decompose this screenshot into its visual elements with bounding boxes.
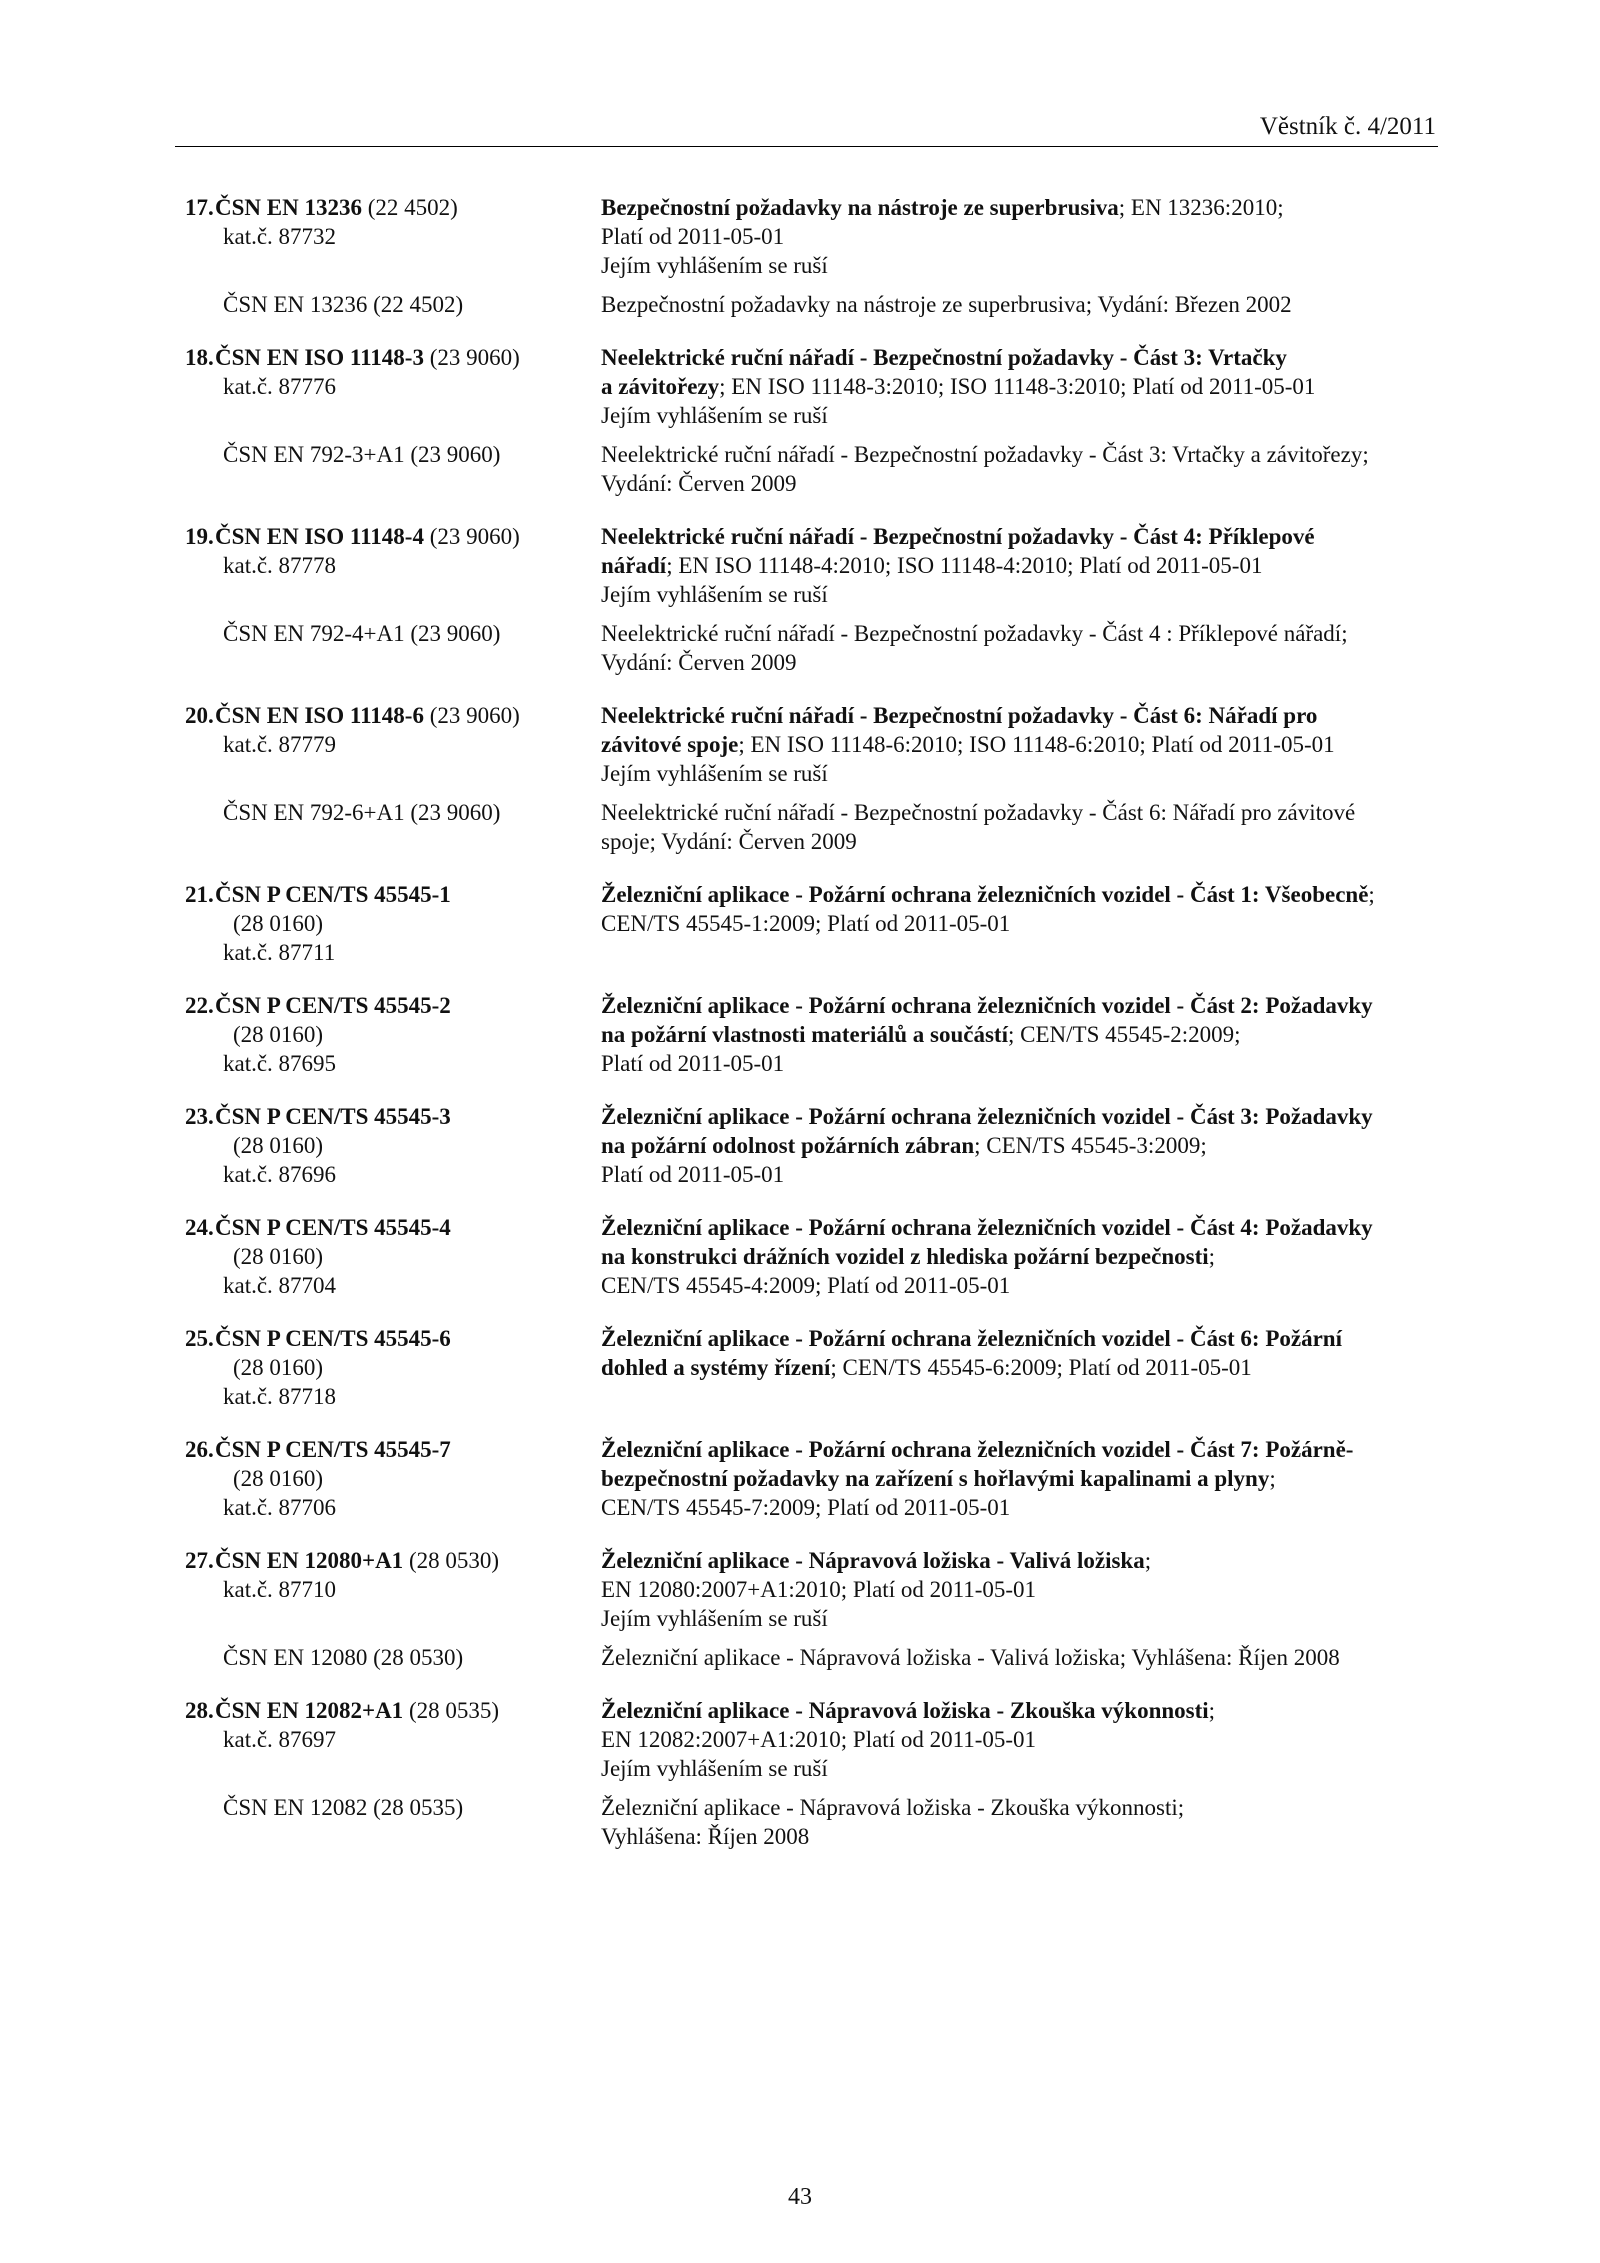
replaced-standard-code — [185, 798, 593, 856]
classification-code: (28 0535) — [403, 1698, 500, 1723]
standard-description — [593, 1546, 1441, 1633]
title-bold: Bezpečnostní požadavky na nástroje ze superbrusiva — [601, 195, 1119, 220]
designation-line — [185, 1696, 593, 1725]
standard-entry — [185, 1213, 1455, 1300]
title-bold: Železniční aplikace - Požární ochrana železničních vozidel - Část 3: Požadavky — [601, 1104, 1373, 1129]
replaced-detail-line: spoje; Vydání: Červen 2009 — [601, 829, 857, 854]
entry-main-row — [185, 1324, 1455, 1411]
standard-code: ČSN EN 12082+A1 — [215, 1698, 404, 1723]
entry-number: 22. — [185, 993, 214, 1018]
standard-code: ČSN P CEN/TS 45545-1 — [215, 882, 451, 907]
replaced-detail-line: Neelektrické ruční nářadí - Bezpečnostní požadavky - Část 4 : Příklepové nářadí; — [601, 621, 1348, 646]
catalog-number: kat.č. 87711 — [223, 940, 336, 965]
title-details: ; — [1208, 1244, 1216, 1269]
replaced-standard-description — [593, 619, 1441, 677]
title-details: ; EN ISO 11148-3:2010; ISO 11148-3:2010; Platí od 2011-05-01 — [719, 374, 1316, 399]
title-bold-continued: na požární vlastnosti materiálů a součástí — [601, 1022, 1008, 1047]
detail-line: Jejím vyhlášením se ruší — [601, 1756, 828, 1781]
standard-title — [601, 1696, 1441, 1725]
entry-main-row — [185, 1435, 1455, 1522]
standard-entry — [185, 1324, 1455, 1411]
title-bold-continued: a závitořezy — [601, 374, 720, 399]
standard-code: ČSN P CEN/TS 45545-6 — [215, 1326, 451, 1351]
replaced-standard-code — [185, 440, 593, 498]
standard-code: ČSN EN ISO 11148-4 — [215, 524, 424, 549]
designation-line — [185, 991, 593, 1020]
standard-entry — [185, 522, 1455, 677]
replaced-standard-row — [185, 440, 1455, 498]
replaced-detail-line: Neelektrické ruční nářadí - Bezpečnostní požadavky - Část 3: Vrtačky a závitořezy; — [601, 442, 1369, 467]
replaced-detail-line: Vydání: Červen 2009 — [601, 650, 797, 675]
title-bold: Neelektrické ruční nářadí - Bezpečnostní požadavky - Část 3: Vrtačky — [601, 345, 1287, 370]
standard-designation — [185, 1435, 593, 1522]
classification-code: (22 4502) — [361, 195, 458, 220]
classification-code: (23 9060) — [423, 524, 520, 549]
title-bold-continued: bezpečnostní požadavky na zařízení s hořlavými kapalinami a plyny — [601, 1466, 1270, 1491]
title-details: ; — [1368, 882, 1375, 907]
standard-code: ČSN P CEN/TS 45545-7 — [215, 1437, 451, 1462]
classification-code: (28 0160) — [233, 1355, 324, 1380]
standard-designation — [185, 193, 593, 280]
catalog-number: kat.č. 87718 — [223, 1384, 337, 1409]
standard-title — [601, 1546, 1441, 1575]
classification-code: (28 0160) — [233, 1022, 324, 1047]
entry-number: 21. — [185, 882, 214, 907]
standard-designation — [185, 1102, 593, 1189]
replaced-standard-row — [185, 1643, 1455, 1672]
replaced-detail-line: Vydání: Červen 2009 — [601, 471, 797, 496]
replaced-detail-line: Železniční aplikace - Nápravová ložiska - Valivá ložiska; Vyhlášena: Říjen 2008 — [601, 1645, 1340, 1670]
detail-line: EN 12082:2007+A1:2010; Platí od 2011-05-01 — [601, 1727, 1037, 1752]
replaced-detail-line: Neelektrické ruční nářadí - Bezpečnostní požadavky - Část 6: Nářadí pro závitové — [601, 800, 1356, 825]
entry-main-row — [185, 1213, 1455, 1300]
replaced-standard-row — [185, 798, 1455, 856]
standard-title — [601, 1213, 1441, 1271]
standard-designation — [185, 701, 593, 788]
replaced-code: ČSN EN 12080 (28 0530) — [223, 1645, 464, 1670]
title-details: ; EN ISO 11148-6:2010; ISO 11148-6:2010; Platí od 2011-05-01 — [738, 732, 1335, 757]
standard-designation — [185, 880, 593, 967]
title-bold: Železniční aplikace - Nápravová ložiska - Zkouška výkonnosti — [601, 1698, 1209, 1723]
replaced-standard-description — [593, 1643, 1441, 1672]
designation-line — [185, 701, 593, 730]
entry-main-row — [185, 880, 1455, 967]
entry-number: 19. — [185, 524, 214, 549]
replaced-code: ČSN EN 792-3+A1 (23 9060) — [223, 442, 501, 467]
classification-code: (28 0160) — [233, 1244, 324, 1269]
entry-number: 26. — [185, 1437, 214, 1462]
replaced-code: ČSN EN 13236 (22 4502) — [223, 292, 464, 317]
replaced-standard-code — [185, 1643, 593, 1672]
replaced-standard-row — [185, 619, 1455, 677]
entry-main-row — [185, 1696, 1455, 1783]
title-bold: Železniční aplikace - Požární ochrana železničních vozidel - Část 1: Všeobecně — [601, 882, 1369, 907]
replaced-standard-description — [593, 798, 1441, 856]
standard-designation — [185, 991, 593, 1078]
replaced-detail-line: Vyhlášena: Říjen 2008 — [601, 1824, 810, 1849]
title-bold-continued: dohled a systémy řízení — [601, 1355, 831, 1380]
standard-entry — [185, 193, 1455, 319]
standard-entry — [185, 343, 1455, 498]
detail-line: CEN/TS 45545-1:2009; Platí od 2011-05-01 — [601, 911, 1011, 936]
designation-line — [185, 1546, 593, 1575]
detail-line: Jejím vyhlášením se ruší — [601, 253, 828, 278]
replaced-code: ČSN EN 792-6+A1 (23 9060) — [223, 800, 501, 825]
standard-code: ČSN EN 13236 — [215, 195, 362, 220]
standard-description — [593, 991, 1441, 1078]
page-header — [175, 108, 1438, 147]
entry-number: 18. — [185, 345, 214, 370]
title-bold: Železniční aplikace - Požární ochrana železničních vozidel - Část 7: Požárně- — [601, 1437, 1354, 1462]
standard-title — [601, 522, 1441, 580]
replaced-detail-line: Železniční aplikace - Nápravová ložiska - Zkouška výkonnosti; — [601, 1795, 1185, 1820]
replaced-code: ČSN EN 12082 (28 0535) — [223, 1795, 464, 1820]
standard-description — [593, 1435, 1441, 1522]
replaced-standard-row — [185, 290, 1455, 319]
replaced-standard-description — [593, 440, 1441, 498]
standard-code: ČSN EN 12080+A1 — [215, 1548, 404, 1573]
classification-code: (28 0160) — [233, 1133, 324, 1158]
replaced-standard-description — [593, 290, 1441, 319]
standard-title — [601, 193, 1441, 222]
standard-title — [601, 1102, 1441, 1160]
standard-description — [593, 1213, 1441, 1300]
standard-entry — [185, 880, 1455, 967]
standard-title — [601, 880, 1441, 909]
title-details: ; — [1208, 1698, 1216, 1723]
standard-description — [593, 880, 1441, 967]
detail-line: Platí od 2011-05-01 — [601, 224, 785, 249]
classification-code: (28 0160) — [233, 911, 324, 936]
replaced-standard-code — [185, 1793, 593, 1851]
standard-description — [593, 701, 1441, 788]
standard-designation — [185, 522, 593, 609]
standard-entry — [185, 1546, 1455, 1672]
standard-entry — [185, 701, 1455, 856]
entry-main-row — [185, 991, 1455, 1078]
standard-description — [593, 1102, 1441, 1189]
title-details: ; EN ISO 11148-4:2010; ISO 11148-4:2010; Platí od 2011-05-01 — [666, 553, 1263, 578]
replaced-code: ČSN EN 792-4+A1 (23 9060) — [223, 621, 501, 646]
catalog-number: kat.č. 87706 — [223, 1495, 337, 1520]
title-details: ; CEN/TS 45545-6:2009; Platí od 2011-05-01 — [830, 1355, 1252, 1380]
standard-title — [601, 991, 1441, 1049]
replaced-standard-description — [593, 1793, 1441, 1851]
page-number: 43 — [788, 2184, 812, 2210]
entry-main-row — [185, 1102, 1455, 1189]
entry-main-row — [185, 522, 1455, 609]
standard-designation — [185, 1213, 593, 1300]
standard-title — [601, 343, 1441, 401]
title-details: ; — [1144, 1548, 1152, 1573]
replaced-standard-code — [185, 619, 593, 677]
catalog-number: kat.č. 87776 — [223, 374, 337, 399]
catalog-number: kat.č. 87710 — [223, 1577, 337, 1602]
designation-line — [185, 880, 593, 909]
standard-code: ČSN EN ISO 11148-3 — [215, 345, 424, 370]
title-bold: Železniční aplikace - Požární ochrana železničních vozidel - Část 4: Požadavky — [601, 1215, 1373, 1240]
title-bold-continued: závitové spoje — [601, 732, 739, 757]
classification-code: (23 9060) — [423, 345, 520, 370]
standard-title — [601, 701, 1441, 759]
classification-code: (28 0160) — [233, 1466, 324, 1491]
title-bold: Železniční aplikace - Požární ochrana železničních vozidel - Část 2: Požadavky — [601, 993, 1373, 1018]
standard-description — [593, 343, 1441, 430]
designation-line — [185, 1435, 593, 1464]
entry-main-row — [185, 343, 1455, 430]
designation-line — [185, 1324, 593, 1353]
standard-code: ČSN P CEN/TS 45545-3 — [215, 1104, 451, 1129]
entry-number: 27. — [185, 1548, 214, 1573]
title-details: ; EN 13236:2010; — [1118, 195, 1284, 220]
entry-number: 24. — [185, 1215, 214, 1240]
replaced-detail-line: Bezpečnostní požadavky na nástroje ze superbrusiva; Vydání: Březen 2002 — [601, 292, 1292, 317]
standard-designation — [185, 1696, 593, 1783]
title-bold: Neelektrické ruční nářadí - Bezpečnostní požadavky - Část 6: Nářadí pro — [601, 703, 1318, 728]
catalog-number: kat.č. 87704 — [223, 1273, 337, 1298]
title-bold-continued: nářadí — [601, 553, 667, 578]
entry-number: 23. — [185, 1104, 214, 1129]
title-bold: Železniční aplikace - Požární ochrana železničních vozidel - Část 6: Požární — [601, 1326, 1342, 1351]
title-bold-continued: na konstrukci drážních vozidel z hlediska požární bezpečnosti — [601, 1244, 1209, 1269]
detail-line: EN 12080:2007+A1:2010; Platí od 2011-05-01 — [601, 1577, 1037, 1602]
standard-designation — [185, 343, 593, 430]
standard-entry — [185, 1102, 1455, 1189]
standard-code: ČSN P CEN/TS 45545-4 — [215, 1215, 451, 1240]
standard-description — [593, 522, 1441, 609]
standard-code: ČSN EN ISO 11148-6 — [215, 703, 424, 728]
classification-code: (28 0530) — [403, 1548, 500, 1573]
title-bold: Železniční aplikace - Nápravová ložiska - Valivá ložiska — [601, 1548, 1145, 1573]
catalog-number: kat.č. 87778 — [223, 553, 337, 578]
detail-line: Platí od 2011-05-01 — [601, 1162, 785, 1187]
entry-number: 17. — [185, 195, 214, 220]
catalog-number: kat.č. 87696 — [223, 1162, 337, 1187]
detail-line: Jejím vyhlášením se ruší — [601, 761, 828, 786]
entry-number: 20. — [185, 703, 214, 728]
entry-number: 28. — [185, 1698, 214, 1723]
standard-entry — [185, 1435, 1455, 1522]
designation-line — [185, 522, 593, 551]
entry-main-row — [185, 193, 1455, 280]
standard-entry — [185, 1696, 1455, 1851]
journal-title: Věstník č. 4/2011 — [1259, 113, 1436, 140]
standard-entry — [185, 991, 1455, 1078]
standard-description — [593, 1696, 1441, 1783]
standard-designation — [185, 1546, 593, 1633]
designation-line — [185, 343, 593, 372]
detail-line: CEN/TS 45545-7:2009; Platí od 2011-05-01 — [601, 1495, 1011, 1520]
standard-description — [593, 193, 1441, 280]
designation-line — [185, 1213, 593, 1242]
standard-code: ČSN P CEN/TS 45545-2 — [215, 993, 451, 1018]
title-details: ; CEN/TS 45545-2:2009; — [1007, 1022, 1241, 1047]
catalog-number: kat.č. 87732 — [223, 224, 337, 249]
entry-main-row — [185, 701, 1455, 788]
detail-line: Platí od 2011-05-01 — [601, 1051, 785, 1076]
classification-code: (23 9060) — [423, 703, 520, 728]
title-bold-continued: na požární odolnost požárních zábran — [601, 1133, 975, 1158]
entry-main-row — [185, 1546, 1455, 1633]
detail-line: CEN/TS 45545-4:2009; Platí od 2011-05-01 — [601, 1273, 1011, 1298]
entry-number: 25. — [185, 1326, 214, 1351]
designation-line — [185, 193, 593, 222]
designation-line — [185, 1102, 593, 1131]
standard-title — [601, 1435, 1441, 1493]
catalog-number: kat.č. 87779 — [223, 732, 337, 757]
title-bold: Neelektrické ruční nářadí - Bezpečnostní požadavky - Část 4: Příklepové — [601, 524, 1315, 549]
detail-line: Jejím vyhlášením se ruší — [601, 403, 828, 428]
replaced-standard-code — [185, 290, 593, 319]
standard-description — [593, 1324, 1441, 1411]
catalog-number: kat.č. 87697 — [223, 1727, 337, 1752]
title-details: ; — [1269, 1466, 1276, 1491]
detail-line: Jejím vyhlášením se ruší — [601, 582, 828, 607]
title-details: ; CEN/TS 45545-3:2009; — [974, 1133, 1207, 1158]
replaced-standard-row — [185, 1793, 1455, 1851]
standards-list — [185, 193, 1455, 1875]
standard-designation — [185, 1324, 593, 1411]
detail-line: Jejím vyhlášením se ruší — [601, 1606, 828, 1631]
standard-title — [601, 1324, 1441, 1382]
catalog-number: kat.č. 87695 — [223, 1051, 337, 1076]
